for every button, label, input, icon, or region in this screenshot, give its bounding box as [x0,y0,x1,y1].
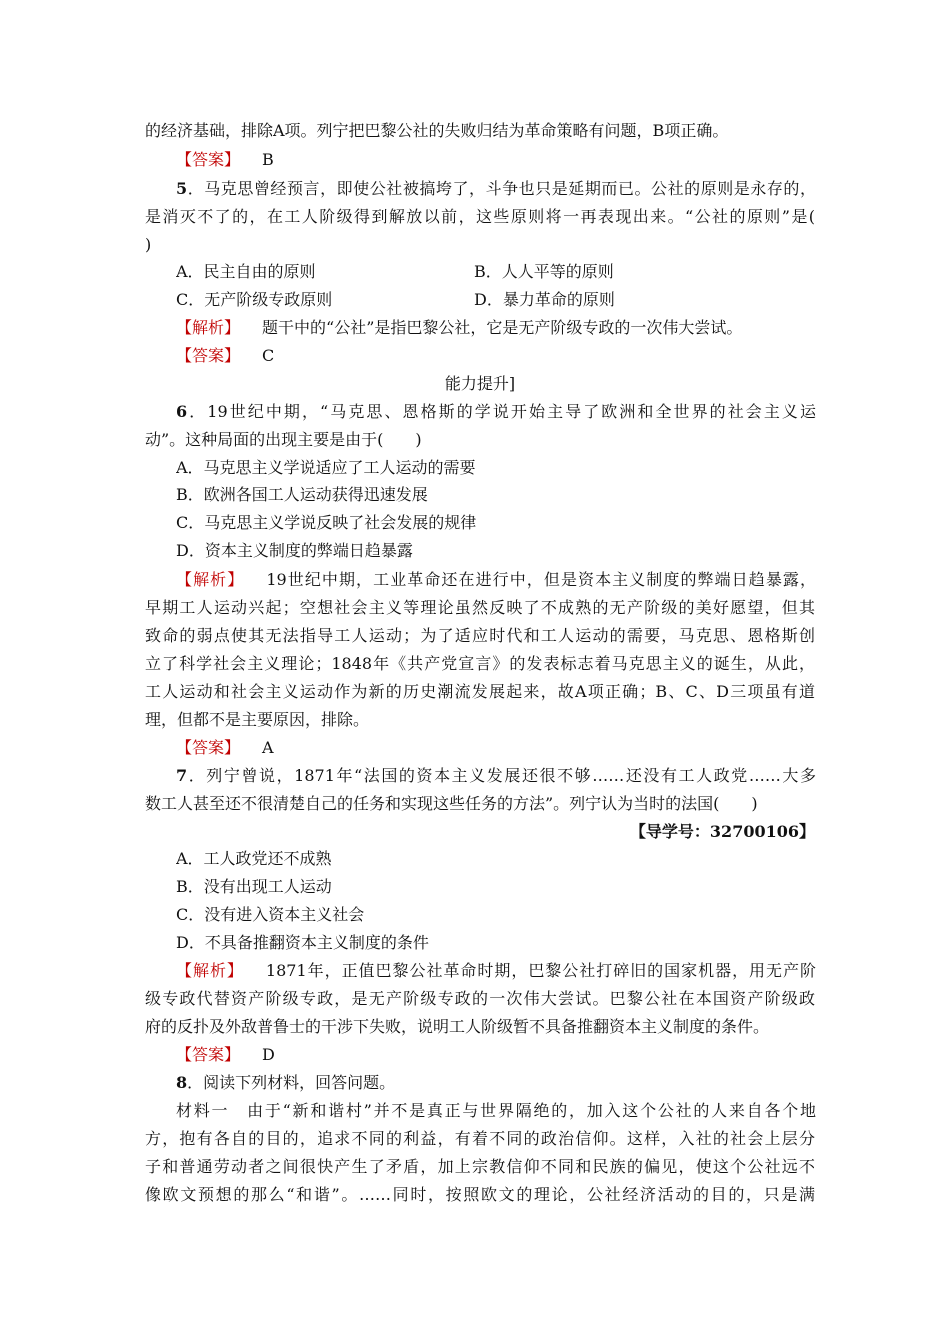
q6-analysis-line-6: 理，但都不是主要原因，排除。 [145,710,370,729]
q7-answer-line [176,1042,816,1068]
answer-tag: 【答案】 [176,346,241,365]
q6-stem-line-2: 动”。这种局面的出现主要是由于( ) [145,430,422,449]
q7-option-b: B．没有出现工人运动 [176,877,332,896]
guide-number: 【导学号：32700106】 [629,822,815,841]
answer-tag: 【答案】 [176,1045,241,1064]
q7-option-c: C．没有进入资本主义社会 [176,905,365,924]
q5-stem-line-1: 5．马克思曾经预言，即使公社被搞垮了，斗争也只是延期而已。公社的原则是永存的， [176,179,816,198]
q8-material-line-1: 材料一 由于“新和谐村”并不是真正与世界隔绝的，加入这个公社的人来自各个地 [176,1101,816,1120]
q5-option-a: A．民主自由的原则 [176,262,316,281]
section-title: 能力提升] [444,374,516,393]
q5-stem-line-2: 是消灭不了的，在工人阶级得到解放以前，这些原则将一再表现出来。“公社的原则”是( [145,207,815,226]
q8-material-line-2: 方，抱有各自的目的，追求不同的利益，有着不同的政治信仰。这样，入社的社会上层分 [145,1129,815,1148]
q5-answer: C [262,346,275,365]
q5-option-b: B．人人平等的原则 [474,262,614,281]
q4-answer-line [176,147,816,173]
q6-answer: A [262,738,274,757]
q5-options-row-1 [176,259,816,285]
q6-option-b: B．欧洲各国工人运动获得迅速发展 [176,485,428,504]
q6-option-a: A．马克思主义学说适应了工人运动的需要 [176,458,476,477]
q6-number: 6 [176,402,188,421]
q7-option-a: A．工人政党还不成熟 [176,849,332,868]
q5-options-row-2 [176,287,816,313]
q6-option-c: C．马克思主义学说反映了社会发展的规律 [176,513,477,532]
q5-number: 5 [176,179,188,198]
q7-analysis-line-3: 府的反扑及外敌普鲁士的干涉下失败，说明工人阶级暂不具备推翻资本主义制度的条件。 [145,1017,770,1036]
q7-option-d: D．不具备推翻资本主义制度的条件 [176,933,429,952]
analysis-tag: 【解析】 [176,570,245,589]
q6-analysis-line-1: 【解析】 19世纪中期，工业革命还在进行中，但是资本主义制度的弊端日趋暴露， [176,570,816,589]
q6-analysis-line-4: 立了科学社会主义理论；1848年《共产党宣言》的发表标志着马克思主义的诞生，从此， [145,654,815,673]
analysis-tag: 【解析】 [176,318,241,337]
q6-option-d: D．资本主义制度的弊端日趋暴露 [176,541,413,560]
analysis-tag: 【解析】 [176,961,244,980]
answer-tag: 【答案】 [176,150,241,169]
q6-analysis-line-2: 早期工人运动兴起；空想社会主义等理论虽然反映了不成熟的无产阶级的美好愿望，但其 [145,598,815,617]
q6-analysis-line-5: 工人运动和社会主义运动作为新的历史潮流发展起来，故A项正确；B、C、D三项虽有道 [145,682,815,701]
q6-analysis-line-3: 致命的弱点使其无法指导工人运动；为了适应时代和工人运动的需要，马克思、恩格斯创 [145,626,815,645]
q7-stem-line-1: 7．列宁曾说，1871年“法国的资本主义发展还很不够……还没有工人政党……大多 [176,766,816,785]
answer-tag: 【答案】 [176,738,241,757]
q5-answer-line [176,343,816,369]
intro-line: 的经济基础，排除A项。列宁把巴黎公社的失败归结为革命策略有问题，B项正确。 [145,121,729,140]
q4-answer: B [262,150,274,169]
q7-answer: D [262,1045,275,1064]
q8-material-line-3: 子和普通劳动者之间很快产生了矛盾，加上宗教信仰不同和民族的偏见，使这个公社远不 [145,1157,815,1176]
q7-analysis-line-1: 【解析】 1871年，正值巴黎公社革命时期，巴黎公社打碎旧的国家机器，用无产阶 [176,961,816,980]
q8-number: 8 [176,1073,188,1092]
q7-stem-line-2: 数工人甚至还不很清楚自己的任务和实现这些任务的方法”。列宁认为当时的法国( ) [145,794,758,813]
q7-number: 7 [176,766,188,785]
q5-option-d: D．暴力革命的原则 [474,290,615,309]
q5-option-c: C．无产阶级专政原则 [176,290,333,309]
q7-analysis-line-2: 级专政代替资产阶级专政，是无产阶级专政的一次伟大尝试。巴黎公社在本国资产阶级政 [145,989,815,1008]
q5-analysis: 【解析】 题干中的“公社”是指巴黎公社，它是无产阶级专政的一次伟大尝试。 [176,318,743,337]
q8-stem: 8．阅读下列材料，回答问题。 [176,1073,396,1092]
q6-stem-line-1: 6．19世纪中期，“马克思、恩格斯的学说开始主导了欧洲和全世界的社会主义运 [176,402,816,421]
q5-stem-line-3: ) [145,235,152,254]
q8-material-line-4: 像欧文预想的那么“和谐”。……同时，按照欧文的理论，公社经济活动的目的，只是满 [145,1185,815,1204]
q6-answer-line [176,735,816,761]
